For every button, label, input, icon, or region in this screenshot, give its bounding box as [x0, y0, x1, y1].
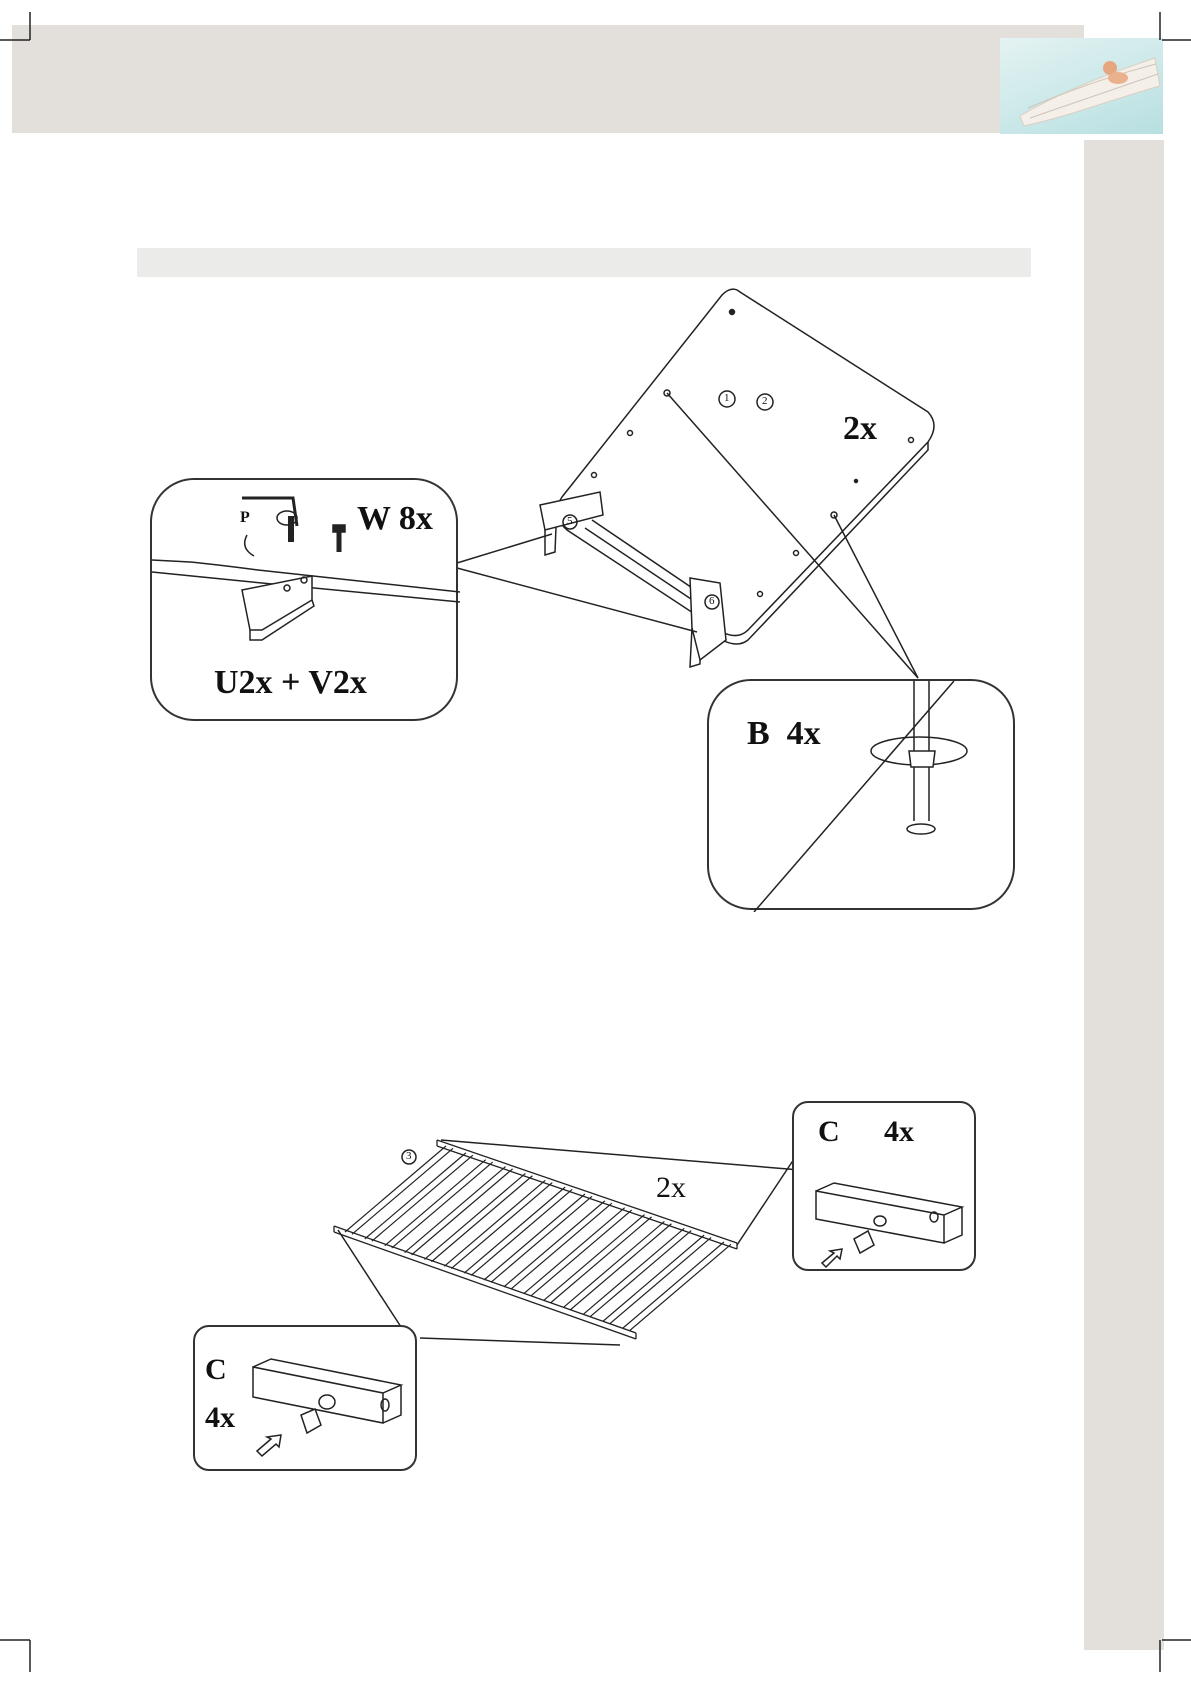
slat-edge — [551, 1217, 652, 1303]
board-count-label: 2x — [843, 410, 877, 447]
wrench-icon-label: P — [240, 509, 250, 526]
slat-edge — [511, 1203, 612, 1289]
slat-edge — [405, 1167, 506, 1253]
callout-dowel-bottom — [193, 1325, 417, 1471]
slat-edge — [431, 1176, 532, 1262]
slat-edge — [412, 1169, 513, 1255]
slat-edge — [583, 1228, 684, 1314]
slat-edge — [365, 1150, 466, 1239]
part-number-2: 2 — [762, 395, 768, 407]
slat-edge — [392, 1162, 493, 1248]
part-number-5: 5 — [567, 515, 573, 527]
screw-w-label: W 8x — [357, 500, 433, 537]
part-number-3: 3 — [406, 1150, 412, 1162]
dowel-top-letter: C — [818, 1115, 840, 1148]
slat-edge — [524, 1208, 625, 1294]
slat-edge — [471, 1189, 572, 1275]
callout-leg-assembly — [150, 478, 458, 721]
slat-edge — [464, 1187, 565, 1273]
slat-edge — [504, 1201, 605, 1287]
part-number-6: 6 — [709, 595, 715, 607]
callout-bolt-detail — [707, 679, 1015, 910]
slat-edge — [563, 1221, 664, 1307]
slat-edge — [424, 1173, 525, 1259]
slat-edge — [451, 1183, 552, 1269]
dowel-bottom-letter: C — [205, 1353, 227, 1386]
slat-edge — [623, 1242, 724, 1328]
slat-edge — [603, 1235, 704, 1321]
part-number-1: 1 — [724, 392, 730, 404]
rail-count-label: 2x — [656, 1171, 686, 1204]
slat-edge — [531, 1210, 632, 1296]
dowel-top-count: 4x — [884, 1115, 914, 1148]
slat-edge — [491, 1196, 592, 1282]
u-v-count-label: U2x + V2x — [214, 664, 367, 701]
slat-edge — [372, 1155, 473, 1241]
slat-edge — [345, 1146, 446, 1232]
dowel-bottom-drawing — [195, 1327, 419, 1473]
slat-edge — [570, 1224, 671, 1310]
slat-edge — [610, 1237, 711, 1323]
dowel-bottom-count: 4x — [205, 1401, 235, 1434]
slat-edge — [590, 1231, 691, 1317]
callout-dowel-top — [792, 1101, 976, 1271]
slat-edge — [630, 1244, 731, 1330]
slat-edge — [484, 1194, 585, 1280]
slat-edge — [385, 1160, 486, 1246]
slat-edge — [444, 1180, 545, 1266]
bolt-b-label: B 4x — [747, 715, 821, 752]
slat-edge — [544, 1215, 645, 1301]
